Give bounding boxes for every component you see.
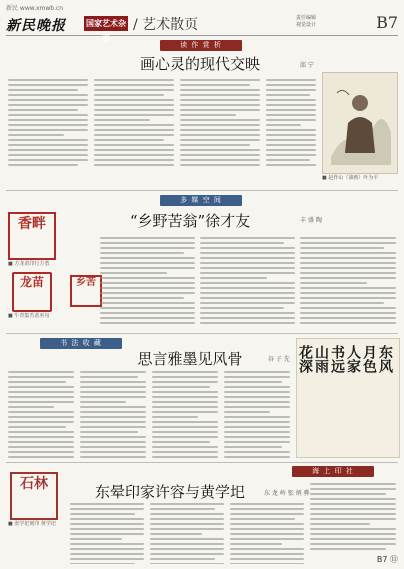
painting-image[interactable] bbox=[322, 72, 398, 174]
section-badge: 国家艺术杂志 bbox=[84, 16, 128, 31]
article-column bbox=[266, 76, 316, 168]
article-column bbox=[94, 76, 174, 168]
article-headline[interactable]: “乡野苦翁”徐才友 bbox=[129, 212, 251, 230]
section-tag: 书 法 收 藏 bbox=[40, 338, 122, 349]
editor-info: 责任编辑 视觉设计 bbox=[296, 15, 317, 28]
article-column bbox=[200, 234, 295, 326]
article-column bbox=[180, 76, 260, 168]
section-name: / 艺术散页 bbox=[133, 17, 199, 33]
site-url[interactable]: 新民 www.xmwb.cn bbox=[6, 5, 64, 12]
article-headline[interactable]: 思言雅墨见风骨 bbox=[137, 350, 243, 368]
calligraphy-column: 人家 bbox=[345, 345, 361, 373]
seal-stamp[interactable]: 香畔 bbox=[8, 212, 56, 260]
page-footer: B7 ⑪ bbox=[376, 555, 398, 564]
article-column bbox=[150, 500, 224, 564]
seal-caption: ■ 牛青集苦恶巫旬 bbox=[8, 313, 50, 319]
newspaper-logo: 新民晚报 bbox=[6, 18, 66, 34]
painting-figure-icon bbox=[323, 73, 397, 173]
article-column bbox=[230, 500, 304, 564]
article-byline: 东 龙 岭 张 炳 骅 bbox=[264, 490, 310, 497]
section-divider bbox=[6, 190, 398, 191]
article-column bbox=[100, 234, 195, 326]
article-headline[interactable]: 东晕印家许容与黄学圯 bbox=[94, 483, 245, 501]
page-number: B7 bbox=[376, 13, 398, 32]
article-column bbox=[70, 500, 144, 564]
section-tag: 读 作 赏 析 bbox=[160, 40, 242, 51]
seal-caption: ■ 方龙苗印行方勇 bbox=[8, 261, 50, 267]
seal-stamp[interactable]: 乡苦 bbox=[70, 275, 102, 307]
section-tag: 多 媒 空 间 bbox=[160, 195, 242, 206]
calligraphy-column: 书远 bbox=[329, 345, 345, 373]
top-bar bbox=[6, 2, 398, 12]
section-tag: 海 上 印 社 bbox=[292, 466, 374, 477]
article-byline: 丰 盛 陶 bbox=[300, 217, 322, 224]
article-byline: 邱 宁 bbox=[300, 62, 314, 69]
article-column bbox=[310, 480, 396, 550]
section-divider bbox=[6, 462, 398, 463]
section-divider bbox=[6, 333, 398, 334]
calligraphy-column: 东风 bbox=[377, 345, 393, 373]
article-column bbox=[8, 76, 88, 168]
seal-stamp[interactable]: 龙苗 bbox=[12, 272, 52, 312]
seal-stamp[interactable]: 石林 bbox=[10, 472, 58, 520]
calligraphy-artwork[interactable] bbox=[296, 338, 400, 458]
article-column bbox=[8, 368, 74, 460]
article-column bbox=[80, 368, 146, 460]
calligraphy-column: 山雨 bbox=[313, 345, 329, 373]
seal-caption: ■ 张学圯刻印 黄学圯 bbox=[8, 521, 56, 527]
article-byline: 谷 子 先 bbox=[268, 356, 290, 363]
masthead bbox=[6, 13, 398, 43]
calligraphy-column: 月色 bbox=[361, 345, 377, 373]
image-caption: ■ 赵作山（油画）叶为平 bbox=[322, 175, 379, 181]
article-column bbox=[224, 368, 290, 460]
article-column bbox=[152, 368, 218, 460]
article-column bbox=[300, 234, 396, 326]
article-headline[interactable]: 画心灵的现代交映 bbox=[139, 55, 260, 73]
calligraphy-column: 花深 bbox=[297, 345, 313, 373]
